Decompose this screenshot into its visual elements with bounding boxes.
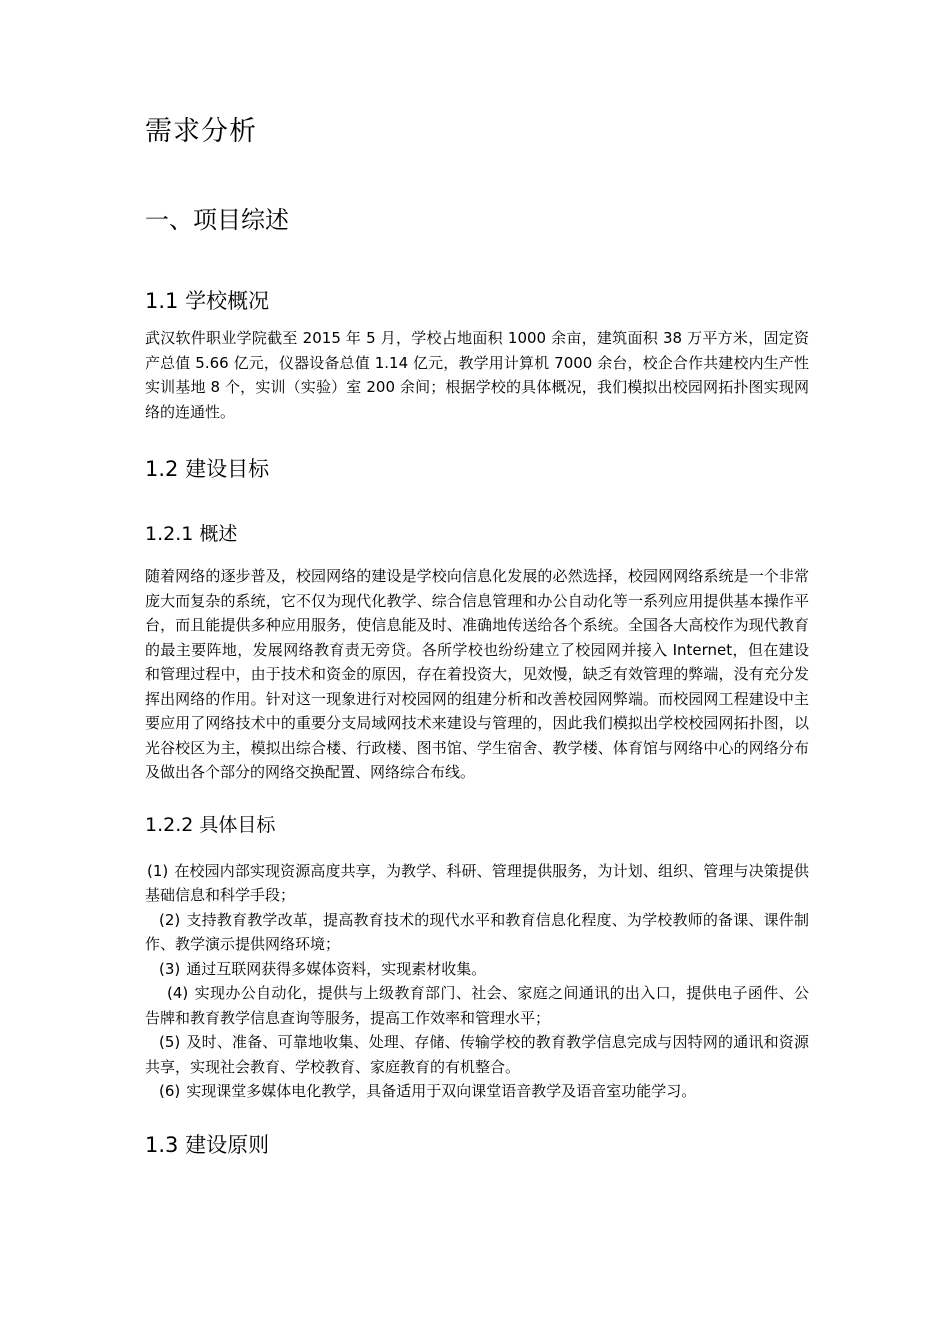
list-item [145, 1030, 809, 1079]
list-item-number: (2) [159, 910, 181, 929]
list-item-number: (4) [167, 984, 189, 1002]
list-item-number: (1) [147, 861, 169, 880]
document-content [145, 112, 809, 1160]
paragraph-school-overview: 武汉软件职业学院截至 2015 年 5 月，学校占地面积 1000 余亩，建筑面积 38 万平方米，固定资产总值 5.66 亿元，仪器设备总值 1.14 亿元，教学用计算机 7000 余台，校企合作共建校内生产性实训基地 8 个，实训（实验）室 200 余间；根据学校的具体概况，我们模拟出校园网拓扑图实现网络的连通性。 [145, 329, 809, 421]
list-item-text: 实现办公自动化，提供与上级教育部门、社会、家庭之间通讯的出入口，提供电子函件、公告牌和教育教学信息查询等服务，提高工作效率和管理水平； [145, 984, 809, 1027]
specific-goals-list [145, 859, 809, 1104]
list-item-number: (5) [159, 1033, 181, 1051]
heading-overview: 1.2.1 概述 [145, 523, 238, 545]
paragraph-overview: 随着网络的逐步普及，校园网络的建设是学校向信息化发展的必然选择，校园网网络系统是一个非常庞大而复杂的系统，它不仅为现代化教学、综合信息管理和办公自动化等一系列应用提供基本操作平台，而且能提供多种应用服务，使信息能及时、准确地传送给各个系统。全国各大高校作为现代教育的最主要阵地，发展网络教育责无旁贷。各所学校也纷纷建立了校园网并接入 Internet，但在建设和管理过程中，由于技术和资金的原因，存在着投资大，见效慢，缺乏有效管理的弊端，没有充分发挥出网络的作用。针对这一现象进行对校园网的组建分析和改善校园网弊端。而校园网工程建设中主要应用了网络技术中的重要分支局域网技术来建设与管理的，因此我们模拟出学校校园网拓扑图，以光谷校区为主，模拟出综合楼、行政楼、图书馆、学生宿舍、教学楼、体育馆与网络中心的网络分布及做出各个部分的网络交换配置、网络综合布线。 [145, 567, 809, 781]
list-item-text: 在校园内部实现资源高度共享，为教学、科研、管理提供服务，为计划、组织、管理与决策提供基础信息和科学手段； [145, 861, 809, 904]
list-item [145, 908, 809, 957]
heading-specific-goals: 1.2.2 具体目标 [145, 813, 276, 836]
list-item [145, 859, 809, 908]
heading-construction-goals: 1.2 建设目标 [145, 457, 270, 481]
heading-construction-principles: 1.3 建设原则 [145, 1132, 270, 1157]
document-title: 需求分析 [145, 116, 257, 147]
list-item [145, 981, 809, 1030]
list-item-text: 实现课堂多媒体电化教学，具备适用于双向课堂语音教学及语音室功能学习。 [186, 1082, 697, 1100]
list-item-number: (6) [159, 1082, 181, 1100]
heading-school-overview: 1.1 学校概况 [145, 289, 270, 313]
list-item-text: 及时、准备、可靠地收集、处理、存储、传输学校的教育教学信息完成与因特网的通讯和资源共享，实现社会教育、学校教育、家庭教育的有机整合。 [145, 1033, 809, 1076]
list-item [145, 1079, 809, 1104]
list-item [145, 957, 809, 982]
list-item-text: 通过互联网获得多媒体资料，实现素材收集。 [186, 959, 487, 978]
list-item-text: 支持教育教学改革，提高教育技术的现代水平和教育信息化程度、为学校教师的备课、课件制作、教学演示提供网络环境； [145, 910, 809, 953]
list-item-number: (3) [159, 959, 181, 978]
section-heading-project-overview: 一、项目综述 [145, 206, 289, 234]
